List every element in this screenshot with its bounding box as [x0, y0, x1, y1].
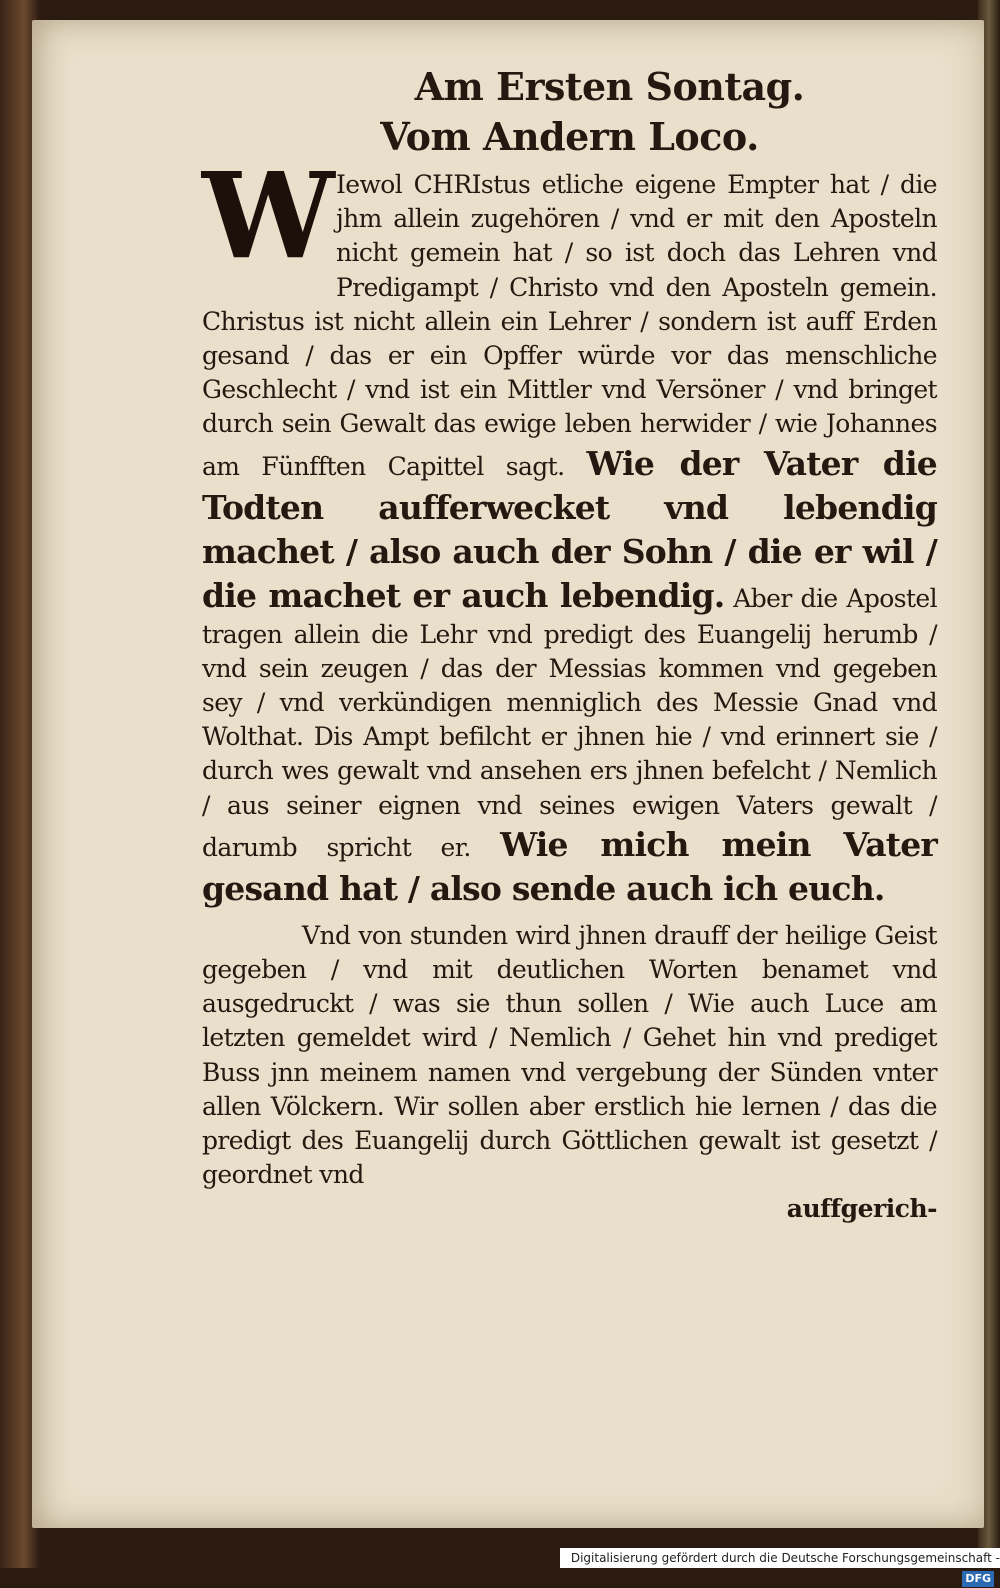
drop-cap: W [202, 146, 334, 285]
scripture-quote-2: Wie mich mein Vater gesand hat / also sende auch ich euch. [202, 824, 937, 908]
paragraph-1 [202, 146, 937, 911]
paragraph-1-text-b: Aber die Apostel tragen allein die Lehr vnd predigt des Euangelij herumb / vnd sein zeugen / das der Messias kommen vnd gegeben sey / vnd verkündigen menniglich des Messie Gnad vnd Wolthat. Dis Ampt befilcht er jhnen hie / vnd erinnert sie / durch wes gewalt vnd ansehen ers jhnen befelcht / Nemlich / aus seiner eignen vnd seines ewigen Vaters gewalt / darumb spricht er. [202, 583, 937, 862]
page-text-block [202, 62, 937, 1223]
digitization-credit [560, 1548, 1000, 1585]
dfg-logo: DFG [962, 1571, 994, 1587]
scripture-quote-1: Wie der Vater die Todten aufferwecket vnd lebendig machet / also auch der Sohn / die er wil / die machet er auch lebendig. [202, 443, 937, 615]
catchword: auffgerich- [786, 1194, 937, 1224]
paragraph-1-text-a: Iewol CHRIstus etliche eigene Empter hat / die jhm allein zugehören / vnd er mit den Aposteln nicht gemein hat / so ist doch das Lehren vnd Predigampt / Christo vnd den Aposteln gemein. Christus ist nicht allein ein Lehrer / sondern ist auff Erden gesand / das er ein Opffer würde vor das menschliche Geschlecht / vnd ist ein Mittler vnd Versöner / vnd bringet durch sein Gewalt das ewige leben herwider / wie Johannes am Fünfften Capittel sagt. [202, 170, 937, 481]
heading-line-1: Am Ersten Sontag. [414, 64, 805, 109]
paragraph-2: Vnd von stunden wird jhnen drauff der heilige Geist gegeben / vnd mit deutlichen Worten benamet vnd ausgedruckt / was sie thun sollen / Wie auch Luce am letzten gemeldet wird / Nemlich / Gehet hin vnd prediget Buss jnn meinem namen vnd vergebung der Sünden vnter allen Völckern. Wir sollen aber erstlich hie lernen / das die predigt des Euangelij durch Göttlichen gewalt ist gesetzt / geordnet vnd [202, 920, 937, 1190]
heading-line-2: Vom Andern Loco. [380, 114, 759, 159]
credit-text: Digitalisierung gefördert durch die Deutsche Forschungsgemeinschaft - [570, 1551, 1000, 1565]
